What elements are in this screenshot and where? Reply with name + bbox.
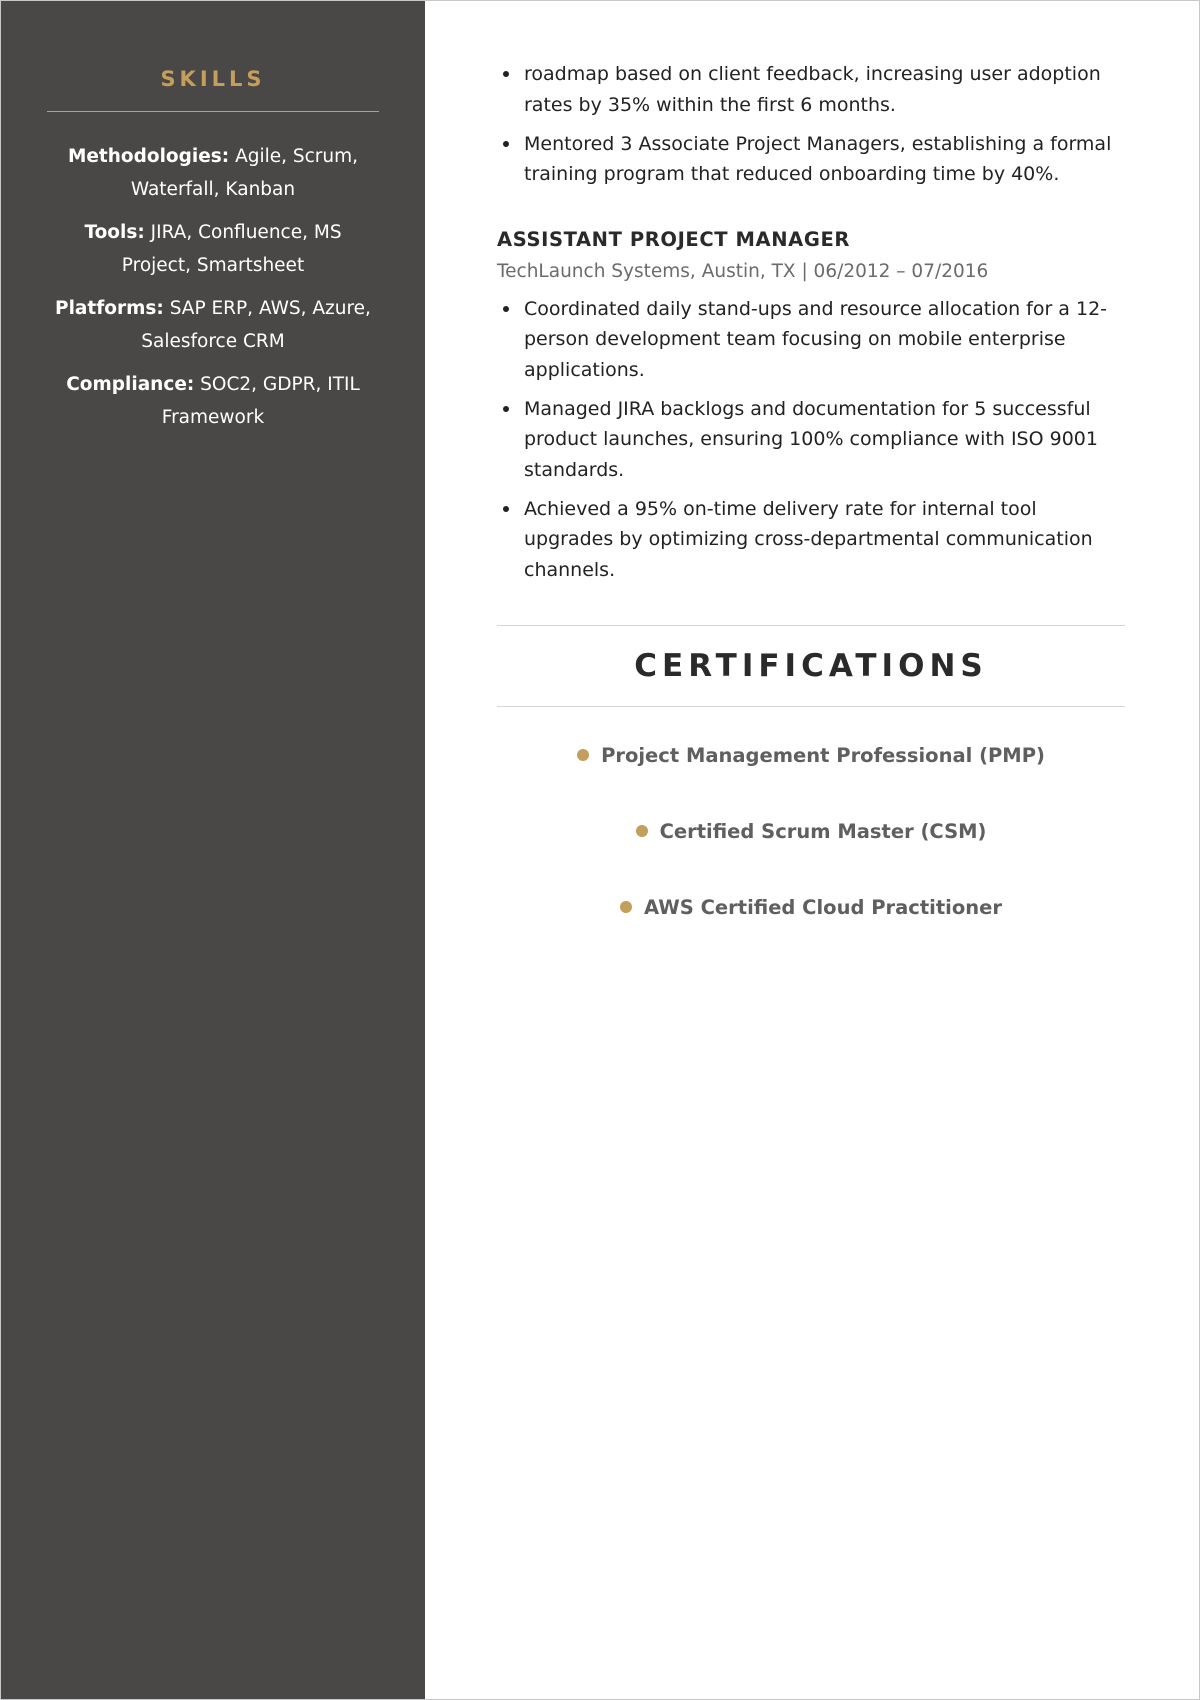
skill-label: Compliance: <box>66 374 195 395</box>
skill-compliance <box>47 368 379 434</box>
divider <box>497 706 1125 707</box>
certification-item <box>497 737 1125 773</box>
job-title: ASSISTANT PROJECT MANAGER <box>497 227 851 251</box>
skill-tools <box>47 216 379 282</box>
list-item: Managed JIRA backlogs and documentation for 5 successful product launches, ensuring 100% compliance with ISO 9001 standards. <box>497 394 1125 486</box>
skill-label: Tools: <box>84 222 145 243</box>
skill-platforms <box>47 292 379 358</box>
bullet-dot-icon <box>620 901 632 913</box>
skill-value: SOC2, GDPR, ITIL Framework <box>161 374 360 428</box>
skills-heading: SKILLS <box>47 67 379 112</box>
list-item: Coordinated daily stand-ups and resource allocation for a 12-person development team focusing on mobile enterprise applications. <box>497 294 1125 386</box>
sidebar <box>1 1 425 1699</box>
list-item: Mentored 3 Associate Project Managers, establishing a formal training program that reduced onboarding time by 40%. <box>497 129 1125 190</box>
skill-label: Methodologies: <box>67 146 230 167</box>
certifications-heading: CERTIFICATIONS <box>634 648 988 684</box>
certifications-section <box>497 625 1125 925</box>
job-meta: TechLaunch Systems, Austin, TX | 06/2012 – 07/2016 <box>497 260 989 282</box>
bullet-dot-icon <box>577 749 589 761</box>
skill-label: Platforms: <box>55 298 164 319</box>
skill-methodologies <box>47 140 379 206</box>
bullet-dot-icon <box>636 825 648 837</box>
skill-value: JIRA, Confluence, MS Project, Smartsheet <box>121 222 342 276</box>
job-bullets <box>497 294 1125 586</box>
skill-value: Agile, Scrum, Waterfall, Kanban <box>130 146 359 200</box>
list-item: Achieved a 95% on-time delivery rate for internal tool upgrades by optimizing cross-departmental communication channels. <box>497 494 1125 586</box>
job-assistant-project-manager <box>497 228 1125 586</box>
certification-name: Project Management Professional (PMP) <box>601 743 1045 767</box>
certification-name: Certified Scrum Master (CSM) <box>659 819 987 843</box>
certification-item <box>497 813 1125 849</box>
main-content <box>425 1 1199 1699</box>
previous-job-bullets <box>497 59 1125 190</box>
certification-item <box>497 889 1125 925</box>
certifications-list <box>497 737 1125 925</box>
certification-name: AWS Certified Cloud Practitioner <box>644 895 1002 919</box>
list-item: roadmap based on client feedback, increasing user adoption rates by 35% within the first 6 months. <box>497 59 1125 120</box>
skill-value: SAP ERP, AWS, Azure, Salesforce CRM <box>141 298 371 352</box>
